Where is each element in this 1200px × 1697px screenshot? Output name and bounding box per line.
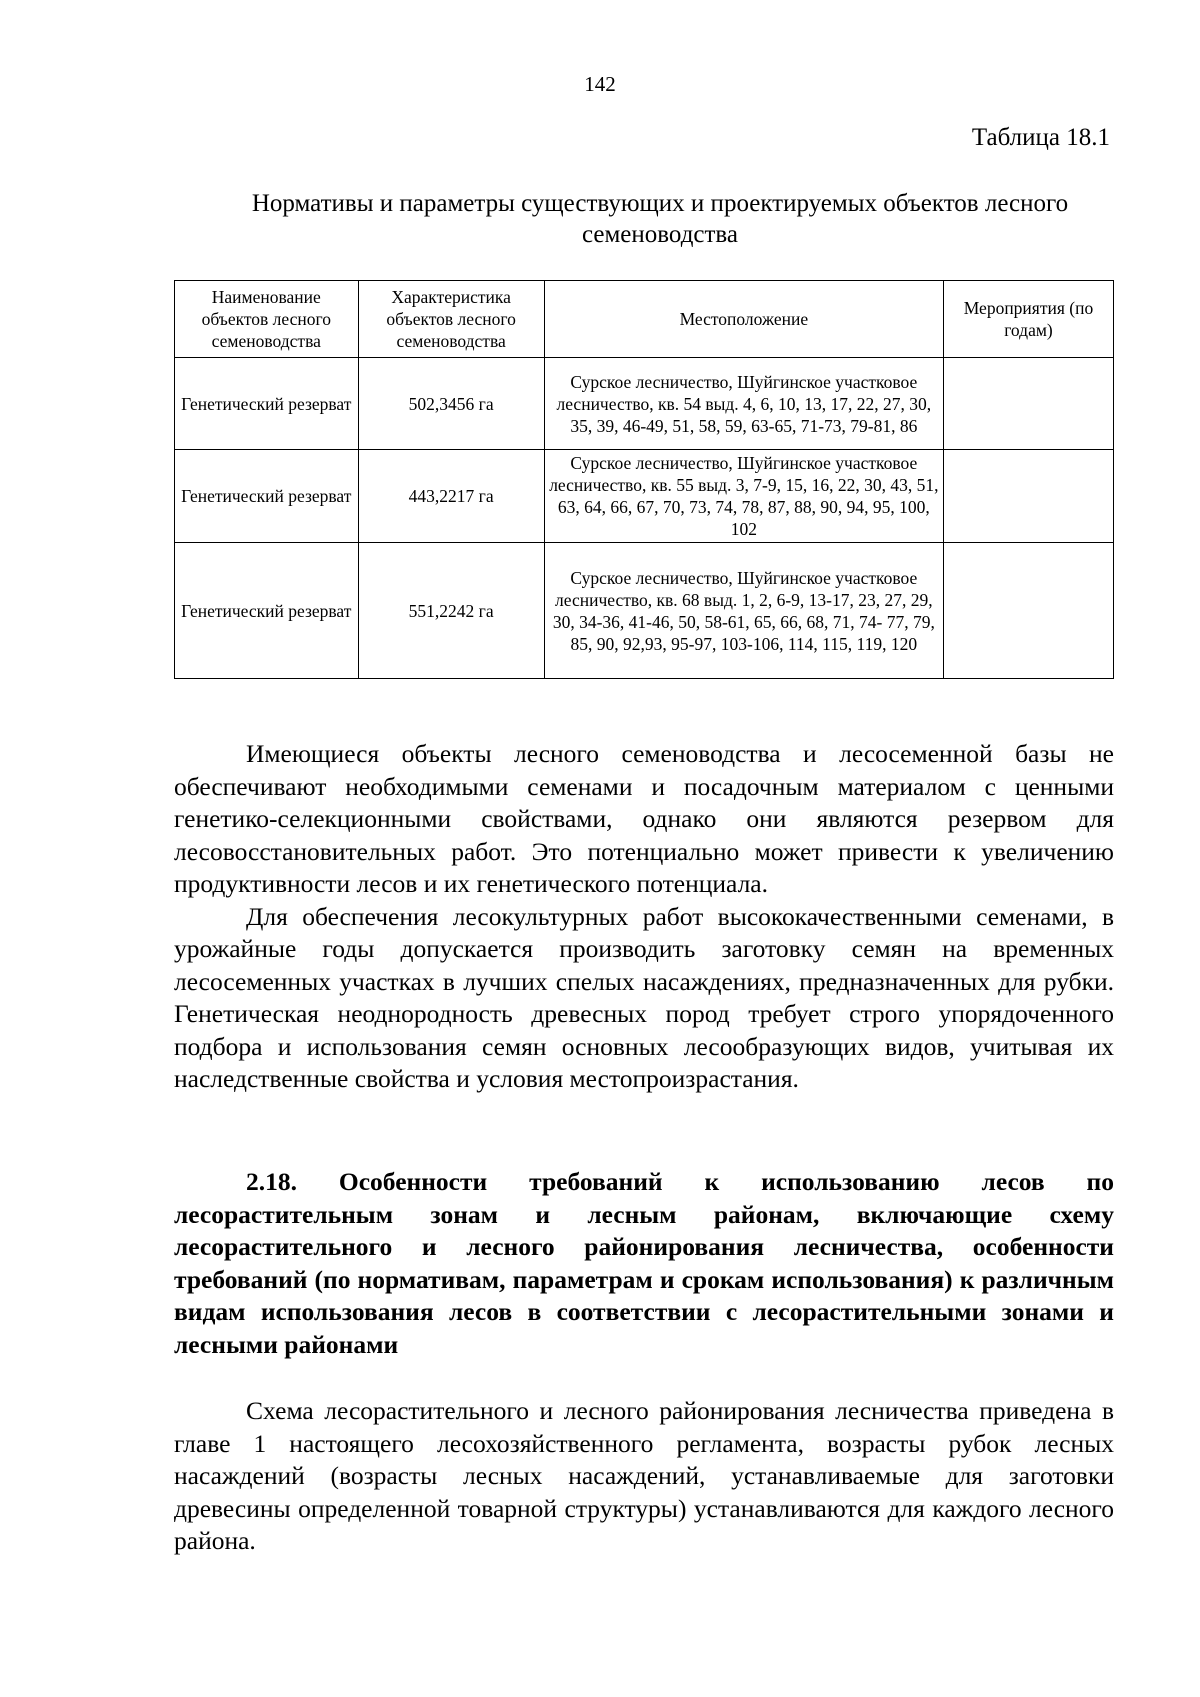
- cell-activities: [943, 358, 1113, 450]
- cell-location: Сурское лесничество, Шуйгинское участковое лесничество, кв. 68 выд. 1, 2, 6-9, 13-17, 23, 27, 29, 30, 34-36, 41-46, 50, 58-61, 65, 66, 68, 71, 74- 77, 79, 85, 90, 92,93, 95-97, 103-106, 114, 115, 119, 120: [544, 543, 943, 679]
- cell-characteristic: 551,2242 га: [358, 543, 544, 679]
- cell-location: Сурское лесничество, Шуйгинское участковое лесничество, кв. 54 выд. 4, 6, 10, 13, 17, 22, 27, 30, 35, 39, 46-49, 51, 58, 59, 63-65, 71-73, 79-81, 86: [544, 358, 943, 450]
- page-number: 142: [584, 72, 616, 96]
- body-text: [174, 738, 1114, 1096]
- table-label: Таблица 18.1: [971, 124, 1110, 151]
- cell-characteristic: 502,3456 га: [358, 358, 544, 450]
- section-heading: 2.18. Особенности требований к использованию лесов по лесорастительным зонам и лесным районам, включающие схему лесорастительного и лесного районирования лесничества, особенности требований (по нормативам, параметрам и срокам использования) к различным видам использования лесов в соответствии с лесорастительными зонами и лесными районами: [174, 1167, 1114, 1359]
- cell-activities: [943, 450, 1113, 543]
- seed-objects-table: [174, 280, 1114, 679]
- final-text: [174, 1395, 1114, 1558]
- cell-object-name: Генетический резерват: [175, 358, 359, 450]
- header-location: Местоположение: [544, 281, 943, 358]
- cell-characteristic: 443,2217 га: [358, 450, 544, 543]
- header-activities: Мероприятия (по годам): [943, 281, 1113, 358]
- header-characteristic: Характеристика объектов лесного семеноводства: [358, 281, 544, 358]
- cell-location: Сурское лесничество, Шуйгинское участковое лесничество, кв. 55 выд. 3, 7-9, 15, 16, 22, 30, 43, 51, 63, 64, 66, 67, 70, 73, 74, 78, 87, 88, 90, 94, 95, 100, 102: [544, 450, 943, 543]
- header-object-name: Наименование объектов лесного семеноводства: [175, 281, 359, 358]
- table-title: Нормативы и параметры существующих и проектируемых объектов лесного семеноводства: [251, 190, 1069, 248]
- table-row: [175, 543, 1114, 679]
- paragraph: Имеющиеся объекты лесного семеноводства и лесосеменной базы не обеспечивают необходимыми семенами и посадочным материалом с ценными генетико-селекционными свойствами, однако они являются резервом для лесовосстановительных работ. Это потенциально может привести к увеличению продуктивности лесов и их генетического потенциала.: [174, 739, 1114, 898]
- table-row: [175, 358, 1114, 450]
- cell-object-name: Генетический резерват: [175, 543, 359, 679]
- paragraph: Для обеспечения лесокультурных работ высококачественными семенами, в урожайные годы допускается производить заготовку семян на временных лесосеменных участках в лучших спелых насаждениях, предназначенных для рубки. Генетическая неоднородность древесных пород требует строго упорядоченного подбора и использования семян основных лесообразующих видов, учитывая их наследственные свойства и условия местопроизрастания.: [174, 901, 1114, 1093]
- table-header-row: [175, 281, 1114, 358]
- table-row: [175, 450, 1114, 543]
- paragraph: Схема лесорастительного и лесного районирования лесничества приведена в главе 1 настоящего лесохозяйственного регламента, возрасты рубок лесных насаждений (возрасты лесных насаждений, устанавливаемые для заготовки древесины определенной товарной структуры) устанавливаются для каждого лесного района.: [174, 1396, 1114, 1555]
- cell-object-name: Генетический резерват: [175, 450, 359, 543]
- cell-activities: [943, 543, 1113, 679]
